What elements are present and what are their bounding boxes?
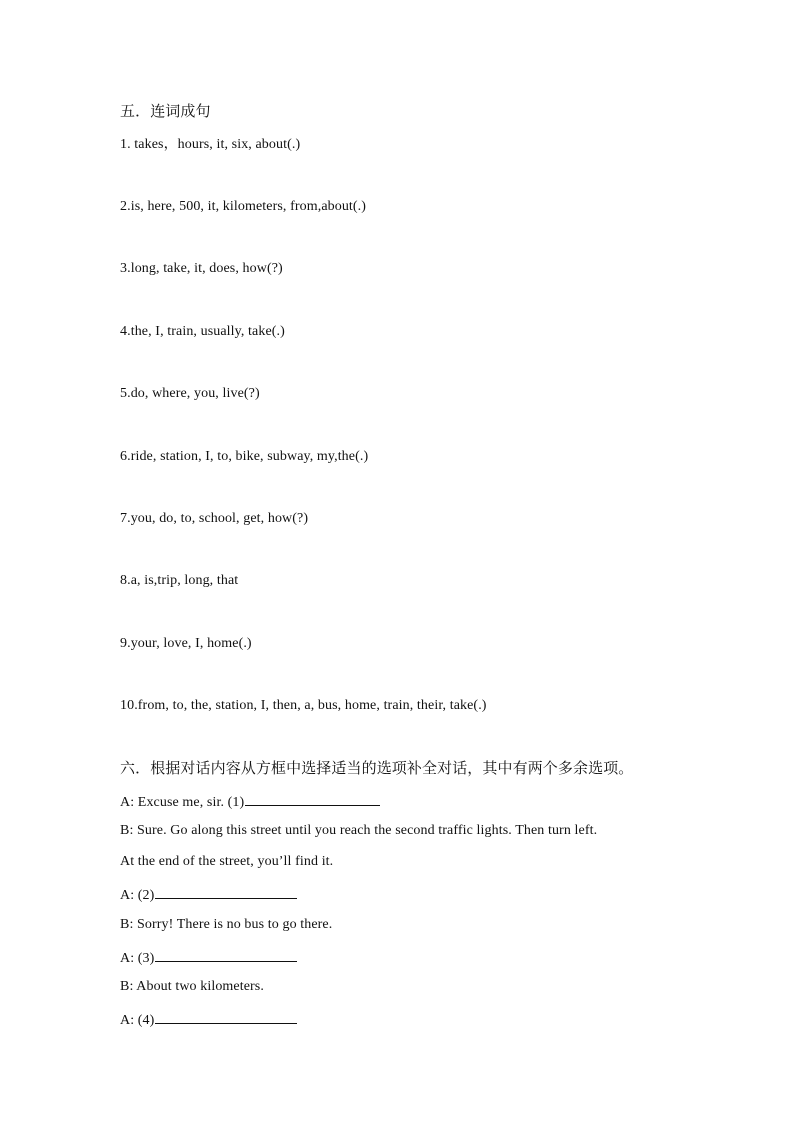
dialogue-text: A: (3): [120, 951, 155, 966]
dialogue-line-b1: B: Sure. Go along this street until you reach the second traffic lights. Then turn left.: [120, 823, 598, 838]
exercise-item-8: 8.a, is,trip, long, that: [120, 573, 239, 588]
dialogue-text: A: (2): [120, 888, 155, 903]
dialogue-text: A: Excuse me, sir. (1): [120, 795, 245, 810]
dialogue-line-b1-continued: At the end of the street, you’ll find it.: [120, 854, 334, 869]
answer-blank-1[interactable]: [245, 791, 380, 806]
exercise-item-10: 10.from, to, the, station, I, then, a, bus, home, train, their, take(.): [120, 698, 487, 713]
exercise-item-7: 7.you, do, to, school, get, how(?): [120, 511, 309, 526]
exercise-item-2: 2.is, here, 500, it, kilometers, from,about(.): [120, 199, 367, 214]
exercise-item-9: 9.your, love, I, home(.): [120, 636, 252, 651]
dialogue-line-b2: B: Sorry! There is no bus to go there.: [120, 917, 333, 932]
section-5-title: 五．连词成句: [120, 102, 211, 120]
dialogue-line-a4: [120, 1009, 297, 1030]
dialogue-line-a2: [120, 884, 297, 905]
exercise-item-1: 1. takes，hours, it, six, about(.): [120, 137, 301, 152]
answer-blank-3[interactable]: [155, 947, 297, 962]
dialogue-line-a1: [120, 791, 380, 812]
answer-blank-2[interactable]: [155, 884, 297, 899]
section-6-title: 六．根据对话内容从方框中选择适当的选项补全对话，其中有两个多余选项。: [120, 759, 634, 777]
exercise-item-6: 6.ride, station, I, to, bike, subway, my,the(.): [120, 449, 369, 464]
exercise-item-3: 3.long, take, it, does, how(?): [120, 261, 283, 276]
dialogue-line-b3: B: About two kilometers.: [120, 979, 264, 994]
dialogue-line-a3: [120, 947, 297, 968]
answer-blank-4[interactable]: [155, 1009, 297, 1024]
exercise-item-5: 5.do, where, you, live(?): [120, 386, 260, 401]
dialogue-text: A: (4): [120, 1013, 155, 1028]
exercise-item-4: 4.the, I, train, usually, take(.): [120, 324, 285, 339]
